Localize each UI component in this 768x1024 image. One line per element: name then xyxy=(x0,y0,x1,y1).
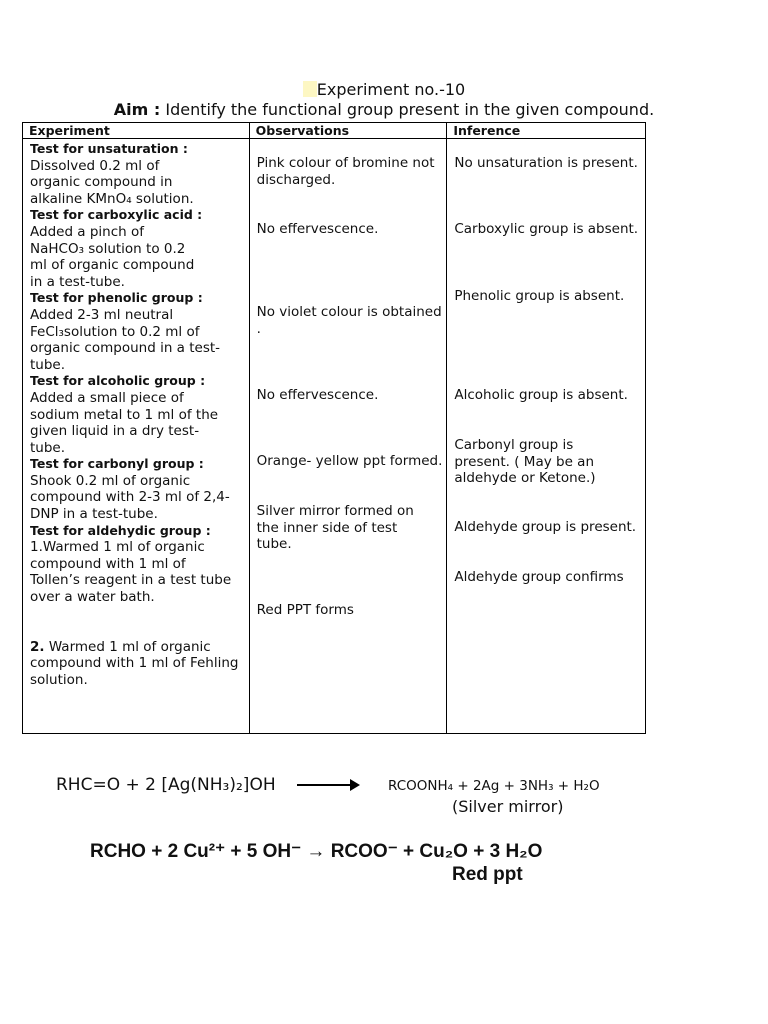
inference xyxy=(454,387,628,404)
inference-line: Aldehyde group is present. xyxy=(454,519,637,535)
fehling-text: Warmed 1 ml of organic xyxy=(44,638,211,655)
procedure-line: Added a small piece of xyxy=(30,389,184,406)
experiment-column xyxy=(23,139,250,734)
procedure-line: over a water bath. xyxy=(30,589,155,606)
title-text: Experiment no.-10 xyxy=(316,80,466,99)
observation-line: . xyxy=(256,320,261,337)
observations-column xyxy=(249,139,447,734)
fehling-equation: RCHO + 2 Cu²⁺ + 5 OH⁻ → RCOO⁻ + Cu₂O + 3 H₂O xyxy=(90,841,543,862)
experiment-table xyxy=(22,122,646,734)
inference-line: Carboxylic group is absent. xyxy=(454,221,639,237)
procedure-line: NaHCO₃ solution to 0.2 xyxy=(30,240,186,257)
observation xyxy=(257,155,435,188)
inference-line: Alcoholic group is absent. xyxy=(454,387,628,403)
procedure-line: sodium metal to 1 ml of the xyxy=(30,406,219,423)
aim-line xyxy=(0,100,768,119)
procedure-line: Shook 0.2 ml of organic xyxy=(30,472,191,489)
fehling-line xyxy=(30,639,243,656)
test-heading: Test for unsaturation : xyxy=(30,141,188,156)
fehling-number: 2. xyxy=(30,638,45,655)
procedure-line: alkaline KMnO₄ solution. xyxy=(30,190,194,207)
procedure-line: organic compound in xyxy=(30,174,173,191)
observation-line: Orange- yellow ppt formed. xyxy=(256,453,443,469)
procedure-line: ml of organic compound xyxy=(30,257,195,274)
col-header-inference: Inference xyxy=(447,123,646,139)
observation xyxy=(257,602,354,619)
aim-text: Identify the functional group present in the given compound. xyxy=(160,100,655,119)
inference-line: Phenolic group is absent. xyxy=(454,288,625,304)
tollens-equation-right: RCOONH₄ + 2Ag + 3NH₃ + H₂O xyxy=(388,778,600,794)
procedure-line: Tollen’s reagent in a test tube xyxy=(30,572,232,589)
observation-line: No effervescence. xyxy=(256,387,379,403)
table-header-row xyxy=(23,123,646,139)
procedure-line: organic compound in a test- xyxy=(30,340,221,357)
table-body-row xyxy=(23,139,646,734)
inference xyxy=(454,569,623,586)
inference xyxy=(454,519,636,536)
procedure-line: compound with 2-3 ml of 2,4- xyxy=(30,489,230,506)
procedure-line: compound with 1 ml of xyxy=(30,555,186,572)
procedure-line: Added 2-3 ml neutral xyxy=(30,306,174,323)
test-heading: Test for carboxylic acid : xyxy=(30,207,203,223)
inference-line: Carbonyl group is xyxy=(454,437,574,453)
procedure-line: DNP in a test-tube. xyxy=(30,506,158,523)
procedure-line: given liquid in a dry test- xyxy=(30,423,200,440)
observation-line: tube. xyxy=(256,536,292,553)
procedure-line: FeCl₃solution to 0.2 ml of xyxy=(30,323,200,340)
fehling-line: compound with 1 ml of Fehling xyxy=(30,655,239,672)
observation-line: Red PPT forms xyxy=(256,602,354,618)
inference xyxy=(454,221,638,238)
test-heading: Test for carbonyl group : xyxy=(30,456,204,472)
page-title xyxy=(0,80,768,99)
col-header-experiment: Experiment xyxy=(23,123,250,139)
test-heading: Test for aldehydic group : xyxy=(30,522,211,538)
reaction-arrowhead xyxy=(350,779,360,791)
highlight-mark xyxy=(303,81,317,97)
procedure-line: Added a pinch of xyxy=(30,223,145,240)
inference xyxy=(454,288,624,305)
aim-label: Aim : xyxy=(113,100,161,119)
red-ppt-note: Red ppt xyxy=(452,864,523,885)
inference xyxy=(454,155,638,172)
fehling-line: solution. xyxy=(30,671,88,688)
inference-line: Aldehyde group confirms xyxy=(454,569,624,585)
observation-line: Pink colour of bromine not xyxy=(256,155,435,171)
observation xyxy=(257,503,414,553)
procedure-line: tube. xyxy=(30,439,66,456)
observation-line: discharged. xyxy=(256,171,336,188)
observation xyxy=(257,453,443,470)
observation xyxy=(257,221,379,238)
procedure-line: in a test-tube. xyxy=(30,273,125,290)
observation-line: the inner side of test xyxy=(256,519,398,536)
col-header-observations: Observations xyxy=(249,123,447,139)
tollens-equation-left: RHC=O + 2 [Ag(NH₃)₂]OH xyxy=(56,775,276,795)
procedure-line: 1.Warmed 1 ml of organic xyxy=(30,539,205,556)
observation xyxy=(257,304,442,337)
procedure-line: tube. xyxy=(30,356,66,373)
observation-line: No effervescence. xyxy=(256,221,379,237)
silver-mirror-note: (Silver mirror) xyxy=(452,797,564,816)
procedure-line: Dissolved 0.2 ml of xyxy=(30,157,160,174)
inference-column xyxy=(447,139,646,734)
test-heading: Test for phenolic group : xyxy=(30,290,203,306)
inference-line: present. ( May be an xyxy=(454,453,594,470)
observation-line: No violet colour is obtained xyxy=(256,304,442,320)
test-heading: Test for alcoholic group : xyxy=(30,373,206,389)
observation-line: Silver mirror formed on xyxy=(256,503,414,519)
observation xyxy=(257,387,379,404)
inference-line: No unsaturation is present. xyxy=(454,155,638,171)
reaction-arrow xyxy=(297,784,357,786)
inference-line: aldehyde or Ketone.) xyxy=(454,470,596,487)
inference xyxy=(454,437,595,487)
